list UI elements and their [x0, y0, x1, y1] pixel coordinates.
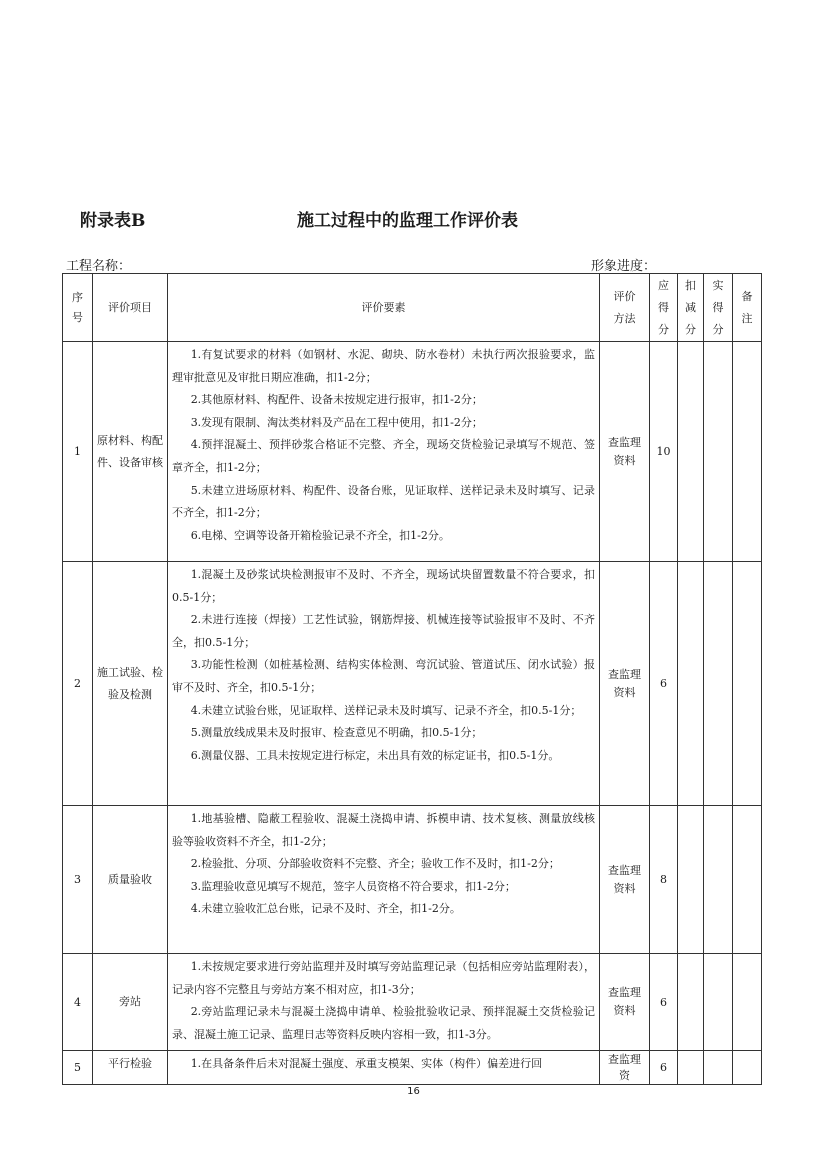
row-deduct — [678, 806, 704, 954]
row-actual — [704, 562, 733, 806]
requirement-text: 1.在具备条件后未对混凝土强度、承重支模架、实体（构件）偏差进行回 — [190, 1057, 543, 1070]
header-no-text: 序号 — [72, 290, 83, 324]
row-actual — [704, 342, 733, 562]
header-score-text: 应得分 — [658, 278, 669, 336]
table-row — [63, 562, 762, 806]
row-actual — [704, 1051, 733, 1085]
requirement-text: 5.测量放线成果未及时报审、检查意见不明确，扣0.5-1分； — [190, 726, 483, 740]
progress-label: 形象进度： — [591, 259, 657, 274]
header-actual-text: 实得分 — [712, 278, 724, 336]
row-note — [733, 954, 762, 1051]
page-number: 16 — [407, 1086, 420, 1097]
header-note-text: 备注 — [741, 289, 753, 325]
header-requirements: 评价要素 — [168, 274, 600, 342]
project-name-label: 工程名称： — [66, 259, 132, 274]
row-deduct — [678, 562, 704, 806]
header-item: 评价项目 — [93, 274, 168, 342]
row-requirements — [168, 1051, 600, 1085]
requirement-text: 2.旁站监理记录未与混凝土浇捣申请单、检验批验收记录、预拌混凝土交货检验记录、混凝土施工记录、监理日志等资料反映内容相一致，扣1-3分。 — [172, 1005, 595, 1041]
requirement-text: 3.发现有限制、淘汰类材料及产品在工程中使用，扣1-2分； — [190, 415, 483, 429]
requirement-text: 2.其他原材料、构配件、设备未按规定进行报审，扣1-2分； — [190, 393, 483, 407]
row-score: 8 — [650, 806, 678, 954]
table-row — [63, 954, 762, 1051]
row-item: 原材料、构配件、设备审核 — [93, 342, 168, 562]
row-no: 3 — [63, 806, 93, 954]
row-method: 查监理资料 — [600, 562, 650, 806]
requirement-text: 3.监理验收意见填写不规范，签字人员资格不符合要求，扣1-2分； — [190, 879, 516, 893]
requirement-text: 4.预拌混凝土、预拌砂浆合格证不完整、齐全，现场交货检验记录填写不规范、签章齐全，扣1-2分； — [172, 438, 595, 474]
row-method: 查监理资料 — [600, 806, 650, 954]
requirement-text: 4.未建立验收汇总台账，记录不及时、齐全，扣1-2分。 — [190, 902, 461, 916]
row-item: 平行检验 — [93, 1051, 168, 1085]
requirement-text: 6.电梯、空调等设备开箱检验记录不齐全，扣1-2分。 — [190, 528, 450, 542]
table-row — [63, 806, 762, 954]
requirement-text: 3.功能性检测（如桩基检测、结构实体检测、弯沉试验、管道试压、闭水试验）报审不及时、齐全，扣0.5-1分； — [172, 658, 595, 694]
row-method: 查监理资料 — [600, 954, 650, 1051]
document-heading — [0, 206, 827, 236]
row-deduct — [678, 342, 704, 562]
header-no — [63, 274, 93, 342]
row-note — [733, 342, 762, 562]
row-requirements — [168, 806, 600, 954]
requirement-text: 1.地基验槽、隐蔽工程验收、混凝土浇捣申请、拆模申请、技术复核、测量放线核验等验收资料不齐全，扣1-2分； — [172, 812, 595, 848]
table-header-row — [63, 274, 762, 342]
row-method: 查监理资 — [600, 1051, 650, 1085]
header-deduct-text: 扣减分 — [685, 278, 696, 336]
evaluation-table — [62, 273, 762, 1085]
requirement-text: 4.未建立试验台账，见证取样、送样记录未及时填写、记录不齐全，扣0.5-1分； — [190, 703, 582, 717]
row-requirements — [168, 562, 600, 806]
row-score: 6 — [650, 1051, 678, 1085]
row-requirements — [168, 342, 600, 562]
table-row — [63, 342, 762, 562]
row-note — [733, 562, 762, 806]
row-note — [733, 806, 762, 954]
row-no: 1 — [63, 342, 93, 562]
table-row — [63, 1051, 762, 1085]
row-method: 查监理资料 — [600, 342, 650, 562]
row-score: 6 — [650, 954, 678, 1051]
requirement-text: 2.未进行连接（焊接）工艺性试验，钢筋焊接、机械连接等试验报审不及时、不齐全，扣0.5-1分； — [172, 613, 595, 649]
row-actual — [704, 954, 733, 1051]
row-actual — [704, 806, 733, 954]
row-no: 2 — [63, 562, 93, 806]
row-item: 旁站 — [93, 954, 168, 1051]
header-method-text: 评价方法 — [613, 289, 636, 325]
row-no: 5 — [63, 1051, 93, 1085]
requirement-text: 1.混凝土及砂浆试块检测报审不及时、不齐全，现场试块留置数量不符合要求，扣0.5-1分； — [172, 568, 595, 604]
row-note — [733, 1051, 762, 1085]
requirement-text: 6.测量仪器、工具未按规定进行标定，未出具有效的标定证书，扣0.5-1分。 — [190, 748, 560, 762]
row-deduct — [678, 954, 704, 1051]
requirement-text: 1.有复试要求的材料（如钢材、水泥、砌块、防水卷材）未执行两次报验要求，监理审批意见及审批日期应准确，扣1-2分； — [172, 348, 595, 384]
requirement-text: 1.未按规定要求进行旁站监理并及时填写旁站监理记录（包括相应旁站监理附表），记录内容不完整且与旁站方案不相对应，扣1-3分； — [172, 960, 595, 996]
row-item: 质量验收 — [93, 806, 168, 954]
row-score: 10 — [650, 342, 678, 562]
row-requirements — [168, 954, 600, 1051]
row-item: 施工试验、检验及检测 — [93, 562, 168, 806]
header-note — [733, 274, 762, 342]
row-no: 4 — [63, 954, 93, 1051]
header-deduct — [678, 274, 704, 342]
header-score — [650, 274, 678, 342]
document-title: 施工过程中的监理工作评价表 — [297, 211, 518, 231]
header-actual — [704, 274, 733, 342]
appendix-label: 附录表B — [80, 211, 146, 231]
row-score: 6 — [650, 562, 678, 806]
requirement-text: 2.检验批、分项、分部验收资料不完整、齐全；验收工作不及时，扣1-2分； — [190, 857, 560, 871]
header-method — [600, 274, 650, 342]
requirement-text: 5.未建立进场原材料、构配件、设备台账，见证取样、送样记录未及时填写、记录不齐全，扣1-2分； — [172, 483, 595, 520]
row-deduct — [678, 1051, 704, 1085]
